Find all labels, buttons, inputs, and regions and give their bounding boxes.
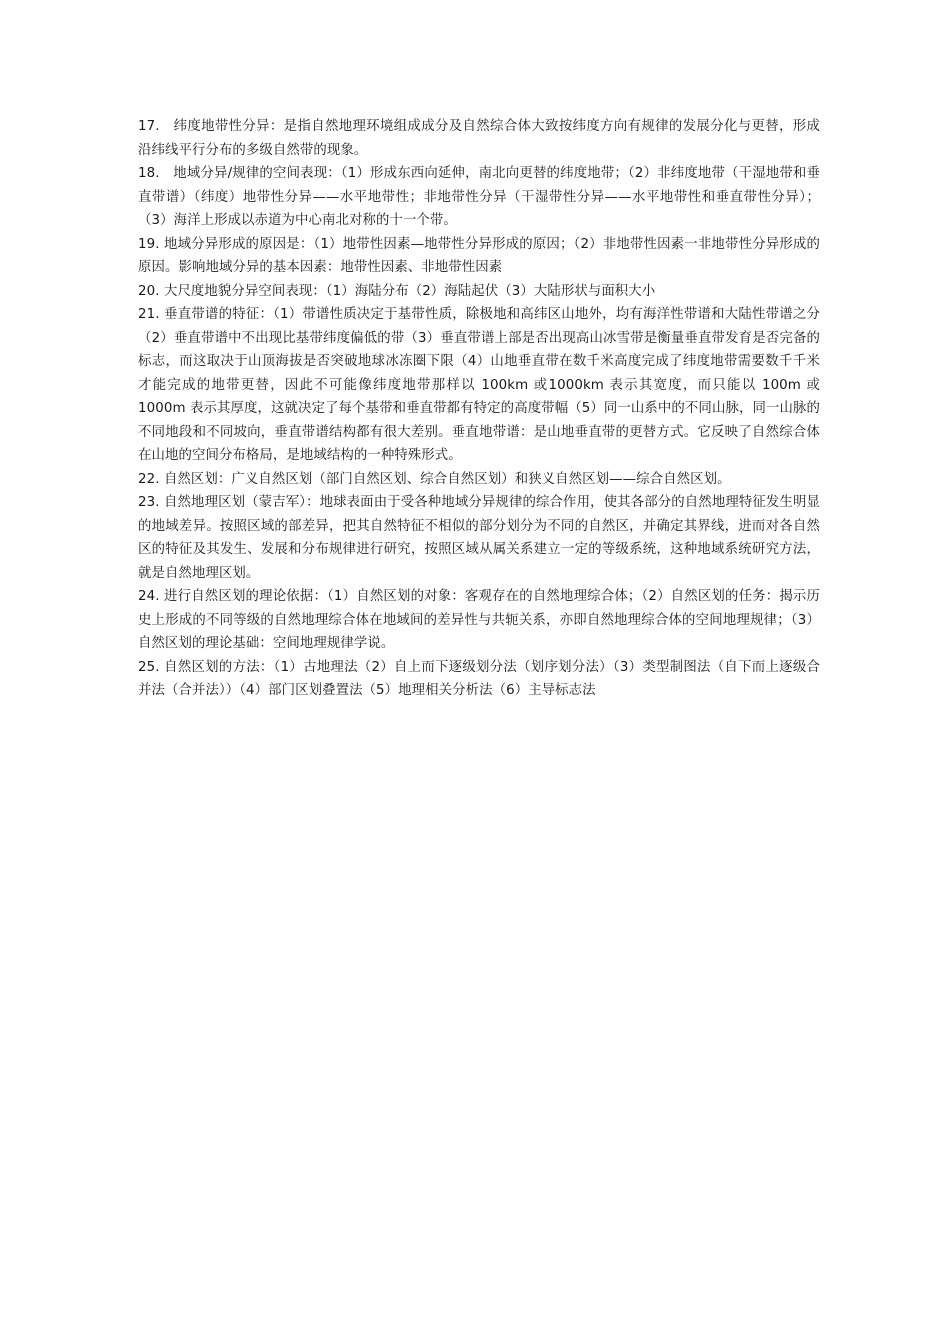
paragraph-20: 20. 大尺度地貌分异空间表现：（1）海陆分布（2）海陆起伏（3）大陆形状与面积大小 xyxy=(138,283,656,299)
paragraph-21: 21. 垂直带谱的特征：（1）带谱性质决定于基带性质，除极地和高纬区山地外，均有海洋性带谱和大陆性带谱之分（2）垂直带谱中不出现比基带纬度偏低的带（3）垂直带谱上部是否出现高山冰雪带是衡量垂直带发育是否完备的标志，而这取决于山顶海拔是否突破地球冰冻圈下限（4）山地垂直带在数千米高度完成了纬度地带需要数千千米才能完成的地带更替，因此不可能像纬度地带那样以 100km 或1000km 表示其宽度，而只能以 100m 或 1000m 表示其厚度，这就决定了每个基带和垂直带都有特定的高度带幅（5）同一山系中的不同山脉，同一山脉的不同地段和不同坡向，垂直带谱结构都有很大差别。垂直地带谱：是山地垂直带的更替方式。它反映了自然综合体在山地的空间分布格局，是地域结构的一种特殊形式。 xyxy=(138,307,820,463)
paragraph-18: 18. 地域分异/规律的空间表现：（1）形成东西向延伸，南北向更替的纬度地带；（2）非纬度地带（干湿地带和垂直带谱）（纬度）地带性分异——水平地带性；非地带性分异（干湿带性分异——水平地带性和垂直带性分异）；（3）海洋上形成以赤道为中心南北对称的十一个带。 xyxy=(138,166,820,228)
paragraph-24: 24. 进行自然区划的理论依据：（1）自然区划的对象：客观存在的自然地理综合体；（2）自然区划的任务：揭示历史上形成的不同等级的自然地理综合体在地域间的差异性与共轭关系，亦即自然地理综合体的空间地理规律；（3）自然区划的理论基础：空间地理规律学说。 xyxy=(138,589,820,651)
paragraph-23: 23. 自然地理区划（蒙吉军）：地球表面由于受各种地域分异规律的综合作用，使其各部分的自然地理特征发生明显的地域差异。按照区域的部差异，把其自然特征不相似的部分划分为不同的自然区，并确定其界线，进而对各自然区的特征及其发生、发展和分布规律进行研究，按照区域从属关系建立一定的等级系统，这种地域系统研究方法，就是自然地理区划。 xyxy=(138,495,820,581)
paragraph-22: 22. 自然区划：广义自然区划（部门自然区划、综合自然区划）和狭义自然区划——综合自然区划。 xyxy=(138,471,731,487)
paragraph-25: 25. 自然区划的方法：（1）古地理法（2）自上而下逐级划分法（划序划分法）（3）类型制图法（自下而上逐级合并法（合并法））（4）部门区划叠置法（5）地理相关分析法（6）主导标志法 xyxy=(138,659,820,698)
paragraph-19: 19. 地域分异形成的原因是：（1）地带性因素—地带性分异形成的原因；（2）非地带性因素一非地带性分异形成的原因。影响地域分异的基本因素：地带性因素、非地带性因素 xyxy=(138,236,820,275)
document-body xyxy=(138,115,820,703)
paragraph-17: 17. 纬度地带性分异：是指自然地理环境组成成分及自然综合体大致按纬度方向有规律的发展分化与更替，形成沿纬线平行分布的多级自然带的现象。 xyxy=(138,119,820,158)
